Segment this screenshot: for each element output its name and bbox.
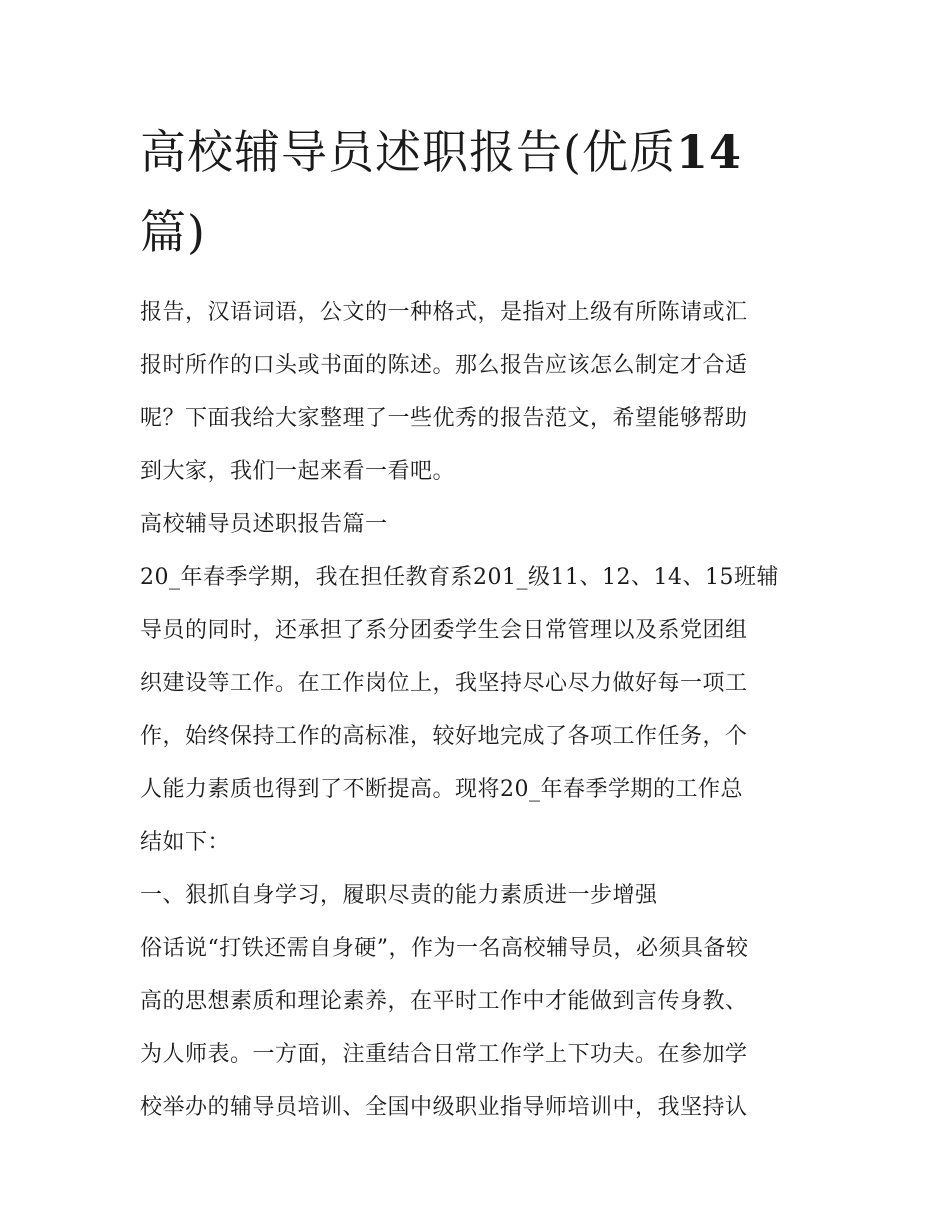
text-line: 报时所作的口头或书面的陈述。那么报告应该怎么制定才合适 [140,353,748,378]
text-line: 呢？下面我给大家整理了一些优秀的报告范文，希望能够帮助 [140,406,748,431]
document-content [140,286,820,1134]
text-line: 校举办的辅导员培训、全国中级职业指导师培训中，我坚持认 [140,1095,748,1120]
text-line: 高的思想素质和理论素养，在平时工作中才能做到言传身教、 [140,989,748,1014]
text-line: 为人师表。一方面，注重结合日常工作学上下功夫。在参加学 [140,1042,748,1067]
text-line: 作，始终保持工作的高标准，较好地完成了各项工作任务，个 [140,724,748,749]
text-line: 导员的同时，还承担了系分团委学生会日常管理以及系党团组 [140,618,748,643]
body-paragraph [140,922,820,1134]
document-body [140,112,820,1134]
text-line: 织建设等工作。在工作岗位上，我坚持尽心尽力做好每一项工 [140,671,748,696]
document-title [140,112,820,272]
text-line: 报告，汉语词语，公文的一种格式，是指对上级有所陈请或汇 [140,300,748,325]
chapter-heading: 高校辅导员述职报告篇一 [140,512,388,537]
text-line: 人能力素质也得到了不断提高。现将20_年春季学期的工作总 [140,777,743,802]
intro-paragraph [140,286,820,498]
body-paragraph [140,551,820,869]
title-number: 14 [675,125,742,179]
section-heading: 一、狠抓自身学习，履职尽责的能力素质进一步增强 [140,883,658,908]
title-text: 高校辅导员述职报告(优质 [140,125,676,179]
text-line: 俗话说“打铁还需自身硬”，作为一名高校辅导员，必须具备较 [140,936,749,961]
text-line: 到大家，我们一起来看一看吧。 [140,459,456,484]
text-line: 结如下： [140,830,231,855]
title-text-continued: 篇) [140,205,206,259]
text-line: 20_年春季学期，我在担任教育系201_级11、12、14、15班辅 [140,565,779,590]
